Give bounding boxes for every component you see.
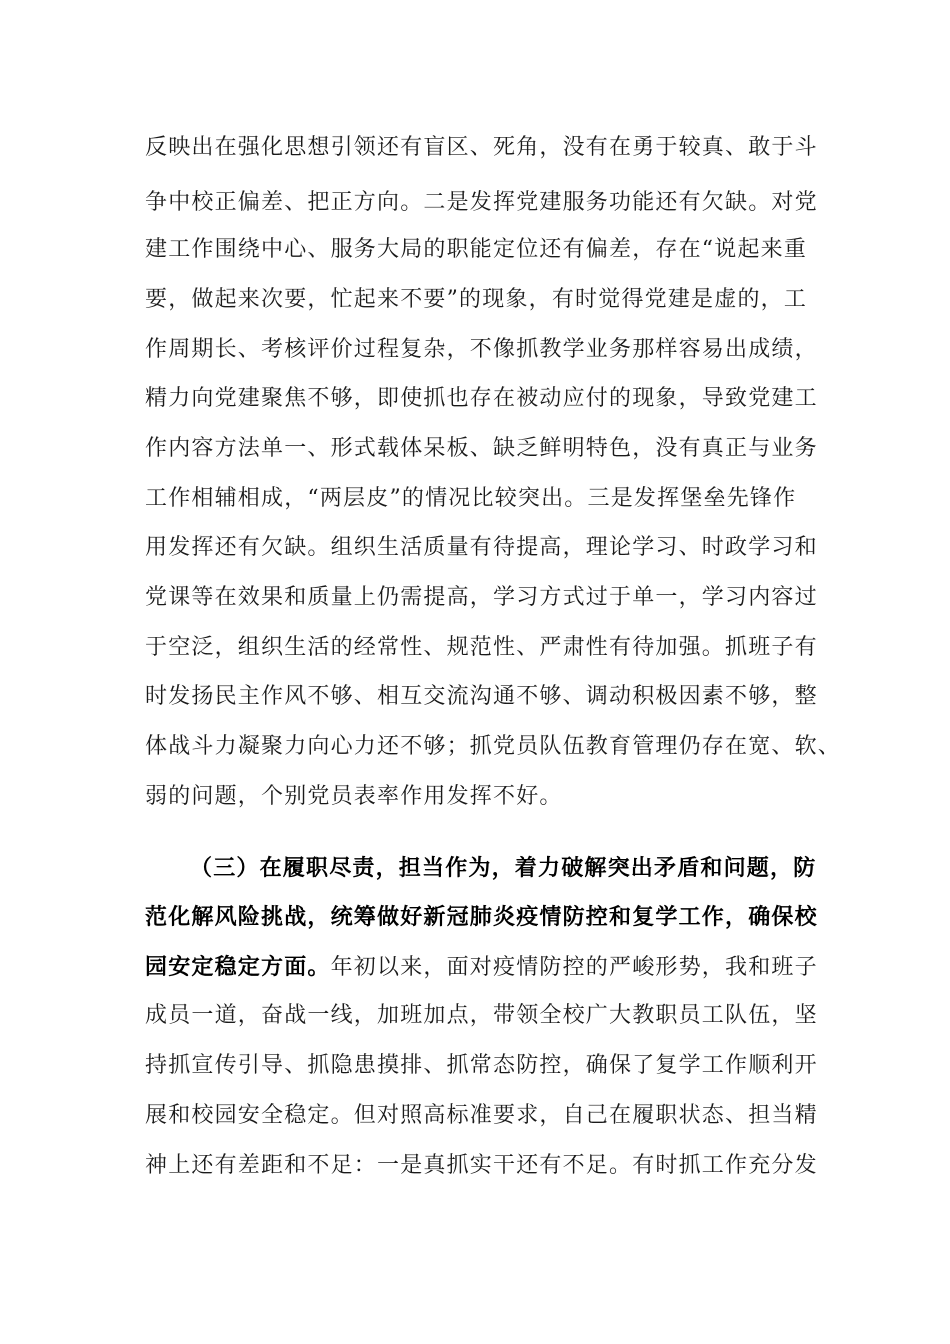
paragraph-2-line: 成员一道，奋战一线，加班加点，带领全校广大教职员工队伍，坚 — [145, 1003, 818, 1028]
paragraph-1-line: 作周期长、考核评价过程复杂，不像抓教学业务那样容易出成绩， — [145, 337, 818, 362]
section-heading-line: 范化解风险挑战，统筹做好新冠肺炎疫情防控和复学工作，确保校 — [145, 904, 818, 930]
paragraph-1-line: 工作相辅相成，“两层皮”的情况比较突出。三是发挥堡垒先锋作 — [145, 486, 797, 511]
paragraph-1-line: 用发挥还有欠缺。组织生活质量有待提高，理论学习、时政学习和 — [145, 535, 818, 560]
paragraph-2-text: 年初以来，面对疫情防控的严峻形势，我和班子 — [330, 955, 818, 980]
paragraph-1-line: 体战斗力凝聚力向心力还不够；抓党员队伍教育管理仍存在宽、软、 — [145, 734, 842, 759]
paragraph-2-line: 持抓宣传引导、抓隐患摸排、抓常态防控，确保了复学工作顺利开 — [145, 1053, 818, 1078]
paragraph-1-line: 建工作围绕中心、服务大局的职能定位还有偏差，存在“说起来重 — [145, 237, 808, 262]
paragraph-1-line: 党课等在效果和质量上仍需提高，学习方式过于单一，学习内容过 — [145, 585, 818, 610]
paragraph-1-line: 争中校正偏差、把正方向。二是发挥党建服务功能还有欠缺。对党 — [145, 190, 818, 215]
section-heading-tail: 园安定稳定方面。 — [145, 954, 331, 980]
paragraph-1-line: 反映出在强化思想引领还有盲区、死角，没有在勇于较真、敢于斗 — [145, 135, 818, 160]
paragraph-1-line: 要，做起来次要，忙起来不要”的现象，有时觉得党建是虚的，工 — [145, 287, 808, 312]
paragraph-1-line: 弱的问题，个别党员表率作用发挥不好。 — [145, 784, 563, 809]
section-heading-line-mixed — [145, 953, 818, 981]
paragraph-1-line: 精力向党建聚焦不够，即使抓也存在被动应付的现象，导致党建工 — [145, 386, 818, 411]
section-heading-line: （三）在履职尽责，担当作为，着力破解突出矛盾和问题，防 — [190, 855, 817, 881]
paragraph-1-line: 于空泛，组织生活的经常性、规范性、严肃性有待加强。抓班子有 — [145, 635, 818, 660]
paragraph-2-line: 神上还有差距和不足：一是真抓实干还有不足。有时抓工作充分发 — [145, 1153, 818, 1178]
paragraph-2-line: 展和校园安全稳定。但对照高标准要求，自己在履职状态、担当精 — [145, 1103, 818, 1128]
paragraph-1-line: 时发扬民主作风不够、相互交流沟通不够、调动积极因素不够，整 — [145, 684, 818, 709]
paragraph-1-line: 作内容方法单一、形式载体呆板、缺乏鲜明特色，没有真正与业务 — [145, 436, 818, 461]
